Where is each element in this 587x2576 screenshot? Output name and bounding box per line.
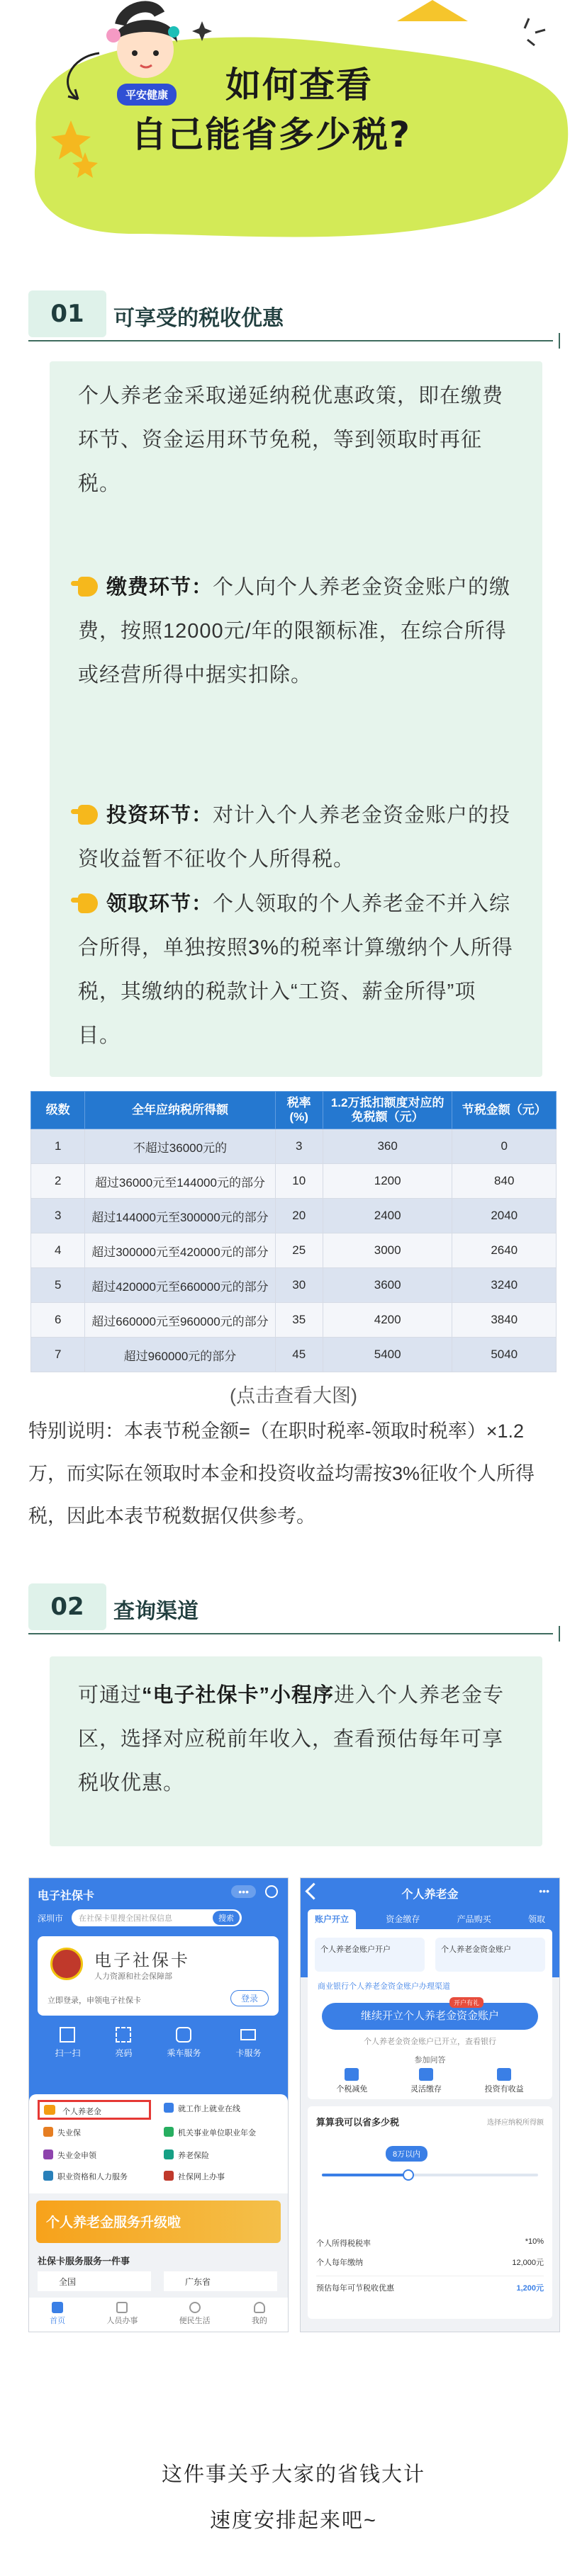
city-tile-guangdong[interactable] [164, 2271, 277, 2291]
table-cell: 超过144000元至300000元的部分 [85, 1199, 275, 1233]
table-header: 级数 [31, 1092, 85, 1129]
table-cell: 5 [31, 1268, 85, 1303]
service-label: 机关事业单位职业年金 [178, 2129, 256, 2137]
feature-tax-relief[interactable] [336, 2068, 367, 2094]
table-header: 全年应纳税所得额 [85, 1092, 275, 1129]
card-hint: 立即登录，申领电子社保卡 [47, 1996, 141, 2005]
account-box-2[interactable]: 个人养老金资金账户 [435, 1938, 545, 1972]
feature-label: 个税减免 [336, 2085, 368, 2094]
menu-icon[interactable]: ••• [231, 1885, 256, 1898]
income-slider[interactable] [322, 2174, 538, 2176]
section-2-title: 查询渠道 [113, 1599, 199, 1624]
page-title: 个人养老金 [401, 1889, 459, 1901]
service-pension-insurance[interactable] [164, 2150, 209, 2161]
table-cell: 2040 [452, 1199, 557, 1233]
search-input[interactable] [72, 1909, 242, 1926]
bottom-nav [29, 2298, 288, 2332]
table-row [31, 1338, 557, 1372]
nav-me[interactable] [252, 2298, 267, 2332]
slider-handle[interactable] [403, 2169, 414, 2181]
section-1-divider [28, 340, 553, 341]
nav-home[interactable] [50, 2298, 65, 2332]
service-label: 就工作上就业在线 [178, 2105, 240, 2113]
benefit-label: 领取环节： [106, 893, 213, 915]
table-cell: 3840 [452, 1303, 557, 1338]
table-cell: 3 [31, 1199, 85, 1233]
life-icon [189, 2302, 201, 2313]
table-cell: 1 [31, 1129, 85, 1164]
gift-tag: 开户有礼 [449, 1997, 483, 2008]
pointing-hand-icon [78, 577, 98, 597]
mini-program-name: “电子社保卡”小程序 [142, 1684, 335, 1707]
result-label: 个人每年缴纳 [316, 2259, 363, 2267]
section-2-divider [28, 1633, 553, 1634]
table-cell: 30 [275, 1268, 323, 1303]
service-pension[interactable] [38, 2100, 151, 2120]
globe-icon [164, 2171, 174, 2181]
banner-text: 个人养老金服务升级啦 [46, 2215, 181, 2230]
social-security-card[interactable] [38, 1936, 279, 2016]
table-row [31, 1129, 557, 1164]
scan-action[interactable] [55, 2027, 80, 2059]
tax-table [30, 1091, 557, 1372]
table-row [31, 1199, 557, 1233]
table-cell: 3240 [452, 1268, 557, 1303]
nav-label: 我的 [251, 2317, 267, 2325]
table-cell: 0 [452, 1129, 557, 1164]
account-panel [308, 1929, 552, 2099]
section-label: 社保卡服务服务一件事 [38, 2256, 130, 2266]
service-online[interactable] [164, 2171, 225, 2182]
benefit-label: 缴费环节： [106, 576, 213, 599]
nav-label: 便民生活 [179, 2317, 211, 2325]
pointing-hand-icon [78, 805, 98, 825]
table-cell: 超过660000元至960000元的部分 [85, 1303, 275, 1338]
table-cell: 4200 [323, 1303, 452, 1338]
table-cell: 1200 [323, 1164, 452, 1199]
table-cell: 超过300000元至420000元的部分 [85, 1233, 275, 1268]
table-cell: 超过420000元至660000元的部分 [85, 1268, 275, 1303]
feature-label: 灵活缴存 [410, 2085, 442, 2094]
card-title: 电子社保卡 [94, 1950, 190, 1970]
card-subtitle: 人力资源和社会保障部 [94, 1972, 172, 1981]
nav-label: 人员办事 [106, 2317, 138, 2325]
table-cell: 超过960000元的部分 [85, 1338, 275, 1372]
action-label: 扫一扫 [55, 2048, 81, 2058]
document-icon [43, 2150, 53, 2159]
result-label: 个人所得税税率 [316, 2239, 371, 2248]
section-2-header [28, 1583, 560, 1630]
service-label: 社保网上办事 [178, 2173, 225, 2181]
section-1-header [28, 290, 560, 337]
section-2-number: 02 [28, 1583, 106, 1630]
benefit-withdrawal [78, 882, 518, 1058]
tab-purchase[interactable]: 产品购买 [457, 1914, 491, 1924]
service-label: 失业金申领 [57, 2152, 96, 2160]
table-cell: 不超过36000元的 [85, 1129, 275, 1164]
wallet-icon [419, 2068, 433, 2081]
table-cell: 20 [275, 1199, 323, 1233]
section-1-title: 可享受的税收优惠 [113, 306, 284, 331]
table-cell: 10 [275, 1164, 323, 1199]
account-box-1[interactable]: 个人养老金账户开户 [315, 1938, 425, 1972]
table-cell: 3000 [323, 1233, 452, 1268]
app-title: 电子社保卡 [38, 1890, 95, 1902]
chart-icon [497, 2068, 511, 2081]
footer-line1: 这件事关乎大家的省钱大计 [161, 2463, 425, 2486]
page-title-line2: 自己能省多少税? [131, 114, 412, 155]
pension-tabs [308, 1909, 552, 1929]
slider-fill [322, 2174, 408, 2176]
bus-icon [176, 2027, 191, 2043]
login-button[interactable]: 登录 [230, 1990, 269, 2006]
briefcase-icon [164, 2103, 174, 2113]
table-row [31, 1268, 557, 1303]
service-unemployment-insurance[interactable] [43, 2127, 81, 2138]
footer-line2: 速度安排起来吧~ [210, 2509, 377, 2532]
action-label: 亮码 [115, 2048, 133, 2058]
table-cell: 6 [31, 1303, 85, 1338]
app-header [29, 1878, 288, 2112]
wallet-icon [44, 2105, 55, 2115]
city-tile-national[interactable] [38, 2271, 151, 2291]
tab-withdraw[interactable]: 领取 [527, 1914, 545, 1924]
table-header: 1.2万抵扣额度对应的免税额（元） [323, 1092, 452, 1129]
text-segment: 可通过 [78, 1684, 142, 1707]
tab-account-open[interactable]: 账户开立 [308, 1909, 356, 1929]
benefit-text: 个人领取的个人养老金不并入综合所得，单独按照3%的税率计算缴纳个人所得税，其缴纳的税款计入“工资、薪金所得”项目。 [78, 893, 513, 1047]
service-employment[interactable] [164, 2103, 240, 2114]
result-row [316, 2237, 544, 2249]
table-header: 节税金额（元） [452, 1092, 557, 1129]
tax-table-image[interactable] [30, 1091, 557, 1372]
benefit-text: 对计入个人养老金资金账户的投资收益暂不征收个人所得税。 [78, 804, 511, 871]
service-label: 个人养老金 [62, 2108, 101, 2116]
card-icon [240, 2029, 256, 2040]
table-cell: 25 [275, 1233, 323, 1268]
table-cell: 2640 [452, 1233, 557, 1268]
special-note: 特别说明：本表节税金额=（在职时税率-领取时税率）×1.2万，而实际在领取时本金和投资收益均需按3%征收个人所得税，因此本表节税数据仅供参考。 [28, 1420, 535, 1527]
table-caption: (点击查看大图) [230, 1385, 357, 1406]
show-code-action[interactable] [115, 2027, 132, 2059]
home-icon [52, 2302, 63, 2313]
city-label: 全国 [59, 2277, 77, 2287]
service-unemployment-claim[interactable] [43, 2150, 96, 2161]
service-label: 职业资格和人力服务 [57, 2173, 128, 2181]
benefit-label: 投资环节： [106, 804, 213, 827]
calculator-title: 算算我可以省多少税 [316, 2117, 400, 2128]
city-label: 广东省 [185, 2277, 211, 2287]
channel-link[interactable]: 商业银行个人养老金资金账户办理渠道 [318, 1982, 450, 1991]
table-cell: 2400 [323, 1199, 452, 1233]
text-segment: 进入个人养老金专区，选择对应税前年收入，查看预估每年可享税收优惠。 [78, 1684, 505, 1795]
emblem-icon [50, 1948, 83, 1980]
section-1-number: 01 [28, 290, 106, 337]
pointing-hand-icon [78, 893, 98, 913]
feature-flexible[interactable] [410, 2068, 442, 2094]
nav-label: 首页 [50, 2317, 66, 2325]
feature-returns[interactable] [485, 2068, 524, 2094]
qa-label: 参加问答 [414, 2056, 446, 2064]
table-cell: 4 [31, 1233, 85, 1268]
table-cell: 7 [31, 1338, 85, 1372]
table-cell: 3 [275, 1129, 323, 1164]
tax-calculator [308, 2106, 552, 2319]
service-grid [29, 2094, 288, 2193]
quick-actions [38, 2027, 279, 2059]
brand-badge: 平安健康 [117, 84, 177, 106]
service-occupational-annuity[interactable] [164, 2127, 277, 2138]
table-cell: 45 [275, 1338, 323, 1372]
table-row [31, 1303, 557, 1338]
nav-services[interactable] [106, 2298, 138, 2332]
action-label: 卡服务 [235, 2048, 262, 2058]
umbrella-icon [164, 2150, 174, 2159]
result-row [316, 2256, 544, 2268]
benefit-contribution [78, 565, 518, 697]
benefit-investment [78, 793, 518, 881]
scan-icon [60, 2027, 75, 2043]
slider-value: 8万以内 [386, 2146, 427, 2162]
table-cell: 2 [31, 1164, 85, 1199]
section-1-intro: 个人养老金采取递延纳税优惠政策，即在缴费环节、资金运用环节免税，等到领取时再征税。 [78, 385, 504, 495]
building-icon [164, 2127, 174, 2137]
card-service-action[interactable] [235, 2027, 261, 2059]
tab-deposit[interactable]: 资金缴存 [386, 1914, 420, 1924]
table-cell: 360 [323, 1129, 452, 1164]
menu-icon[interactable]: ••• [539, 1885, 549, 1897]
benefit-text: 个人向个人养老金资金账户的缴费，按照12000元/年的限额标准，在综合所得或经营所得中据实扣除。 [78, 576, 511, 687]
result-value: 1,200元 [516, 2284, 544, 2293]
person-icon [116, 2302, 128, 2313]
action-label: 乘车服务 [167, 2048, 201, 2058]
result-row [316, 2276, 544, 2293]
table-cell: 超过36000元至144000元的部分 [85, 1164, 275, 1199]
feature-icons [315, 2068, 545, 2094]
section-2-text [78, 1673, 518, 1805]
tax-icon [345, 2068, 359, 2081]
certificate-icon [43, 2171, 53, 2181]
qr-code-icon [116, 2027, 131, 2043]
table-cell: 5040 [452, 1338, 557, 1372]
screenshot-social-security-app [28, 1877, 289, 2332]
city-selector[interactable]: 深圳市 [38, 1914, 64, 1923]
service-qualification[interactable] [43, 2171, 128, 2182]
table-cell: 840 [452, 1164, 557, 1199]
feature-label: 投资有收益 [484, 2085, 524, 2094]
income-selector-link[interactable]: 选择应纳税所得额 [487, 2119, 544, 2127]
table-row [31, 1233, 557, 1268]
service-label: 失业保 [57, 2129, 81, 2137]
result-value: *10% [525, 2237, 544, 2246]
result-label: 预估每年可节税收优惠 [316, 2284, 394, 2293]
table-cell: 5400 [323, 1338, 452, 1372]
user-icon [254, 2302, 265, 2313]
account-opened-hint: 个人养老金资金账户已开立，查看银行 [364, 2038, 496, 2046]
close-icon[interactable] [265, 1885, 278, 1898]
service-label: 养老保险 [178, 2152, 209, 2160]
continue-open-button[interactable]: 继续开立个人养老金资金账户 [322, 2003, 538, 2030]
shield-icon [43, 2127, 53, 2137]
search-placeholder: 在社保卡里搜全国社保信息 [79, 1914, 172, 1923]
search-button[interactable]: 搜索 [213, 1911, 240, 1925]
table-cell: 35 [275, 1303, 323, 1338]
table-row [31, 1164, 557, 1199]
page-title-line1: 如何查看 [225, 64, 373, 106]
nav-life[interactable] [179, 2298, 211, 2332]
pension-upgrade-banner[interactable] [36, 2201, 281, 2243]
table-cell: 3600 [323, 1268, 452, 1303]
result-value: 12,000元 [512, 2259, 544, 2267]
header-banner [0, 0, 587, 276]
transit-action[interactable] [167, 2027, 201, 2059]
table-header: 税率(%) [275, 1092, 323, 1129]
screenshot-pension-page [300, 1877, 560, 2332]
